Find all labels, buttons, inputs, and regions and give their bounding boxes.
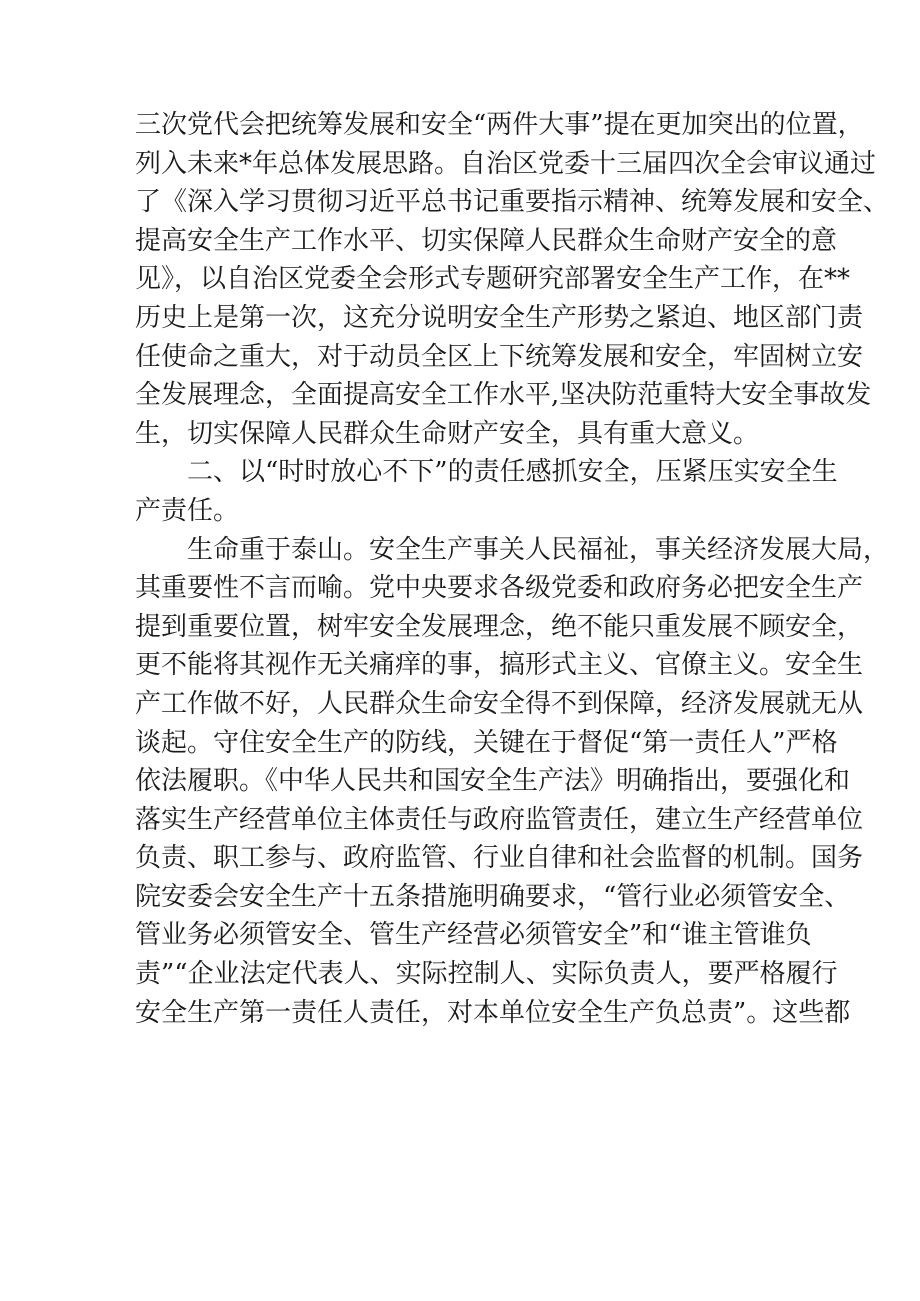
- text-line: 更不能将其视作无关痛痒的事，搞形式主义、官僚主义。安全生: [135, 650, 864, 681]
- heading-line: 产责任。: [135, 495, 240, 526]
- text-line: 管业务必须管安全、管生产经营必须管安全”和“谁主管谁负: [135, 920, 812, 951]
- text-line: 任使命之重大，对于动员全区上下统筹发展和安全，牢固树立安: [135, 341, 864, 372]
- paragraph-1: [135, 106, 890, 453]
- text-line: 生命重于泰山。安全生产事关人民福祉，事关经济发展大局，: [187, 534, 890, 565]
- text-line: 见》，以自治区党委全会形式专题研究部署安全生产工作，在**: [135, 264, 851, 295]
- text-line: 谈起。守住安全生产的防线，关键在于督促“第一责任人”严格: [135, 727, 838, 758]
- document-body: [135, 106, 890, 1032]
- text-line: 产工作做不好，人民群众生命安全得不到保障，经济发展就无从: [135, 688, 864, 719]
- paragraph-3: [135, 531, 890, 1033]
- text-line: 生，切实保障人民群众生命财产安全，具有重大意义。: [135, 418, 760, 449]
- text-line: 三次党代会把统筹发展和安全“两件大事”提在更加突出的位置，: [135, 110, 864, 140]
- text-line: 了《深入学习贯彻习近平总书记重要指示精神、统筹发展和安全、: [135, 187, 890, 218]
- text-line: 负责、职工参与、政府监管、行业自律和社会监督的机制。国务: [135, 843, 864, 874]
- text-line: 列入未来*年总体发展思路。自治区党委十三届四次全会审议通过: [135, 148, 877, 179]
- text-line: 提高安全生产工作水平、切实保障人民群众生命财产安全的意: [135, 225, 838, 256]
- text-line: 依法履职。《中华人民共和国安全生产法》明确指出，要强化和: [135, 766, 851, 797]
- section-heading-2: [135, 453, 838, 530]
- text-line: 提到重要位置，树牢安全发展理念，绝不能只重发展不顾安全，: [135, 611, 864, 642]
- heading-line: 二、以“时时放心不下”的责任感抓安全，压紧压实安全生: [187, 457, 838, 488]
- text-line: 安全生产第一责任人责任，对本单位安全生产负总责”。这些都: [135, 997, 851, 1028]
- text-line: 历史上是第一次，这充分说明安全生产形势之紧迫、地区部门责: [135, 302, 864, 333]
- text-line: 其重要性不言而喻。党中央要求各级党委和政府务必把安全生产: [135, 573, 864, 604]
- text-line: 院安委会安全生产十五条措施明确要求，“管行业必须管安全、: [135, 881, 851, 912]
- text-line: 落实生产经营单位主体责任与政府监管责任，建立生产经营单位: [135, 804, 864, 835]
- text-line: 责”“企业法定代表人、实际控制人、实际负责人，要严格履行: [135, 959, 838, 990]
- text-line: 全发展理念，全面提高安全工作水平,坚决防范重特大安全事故发: [135, 380, 872, 411]
